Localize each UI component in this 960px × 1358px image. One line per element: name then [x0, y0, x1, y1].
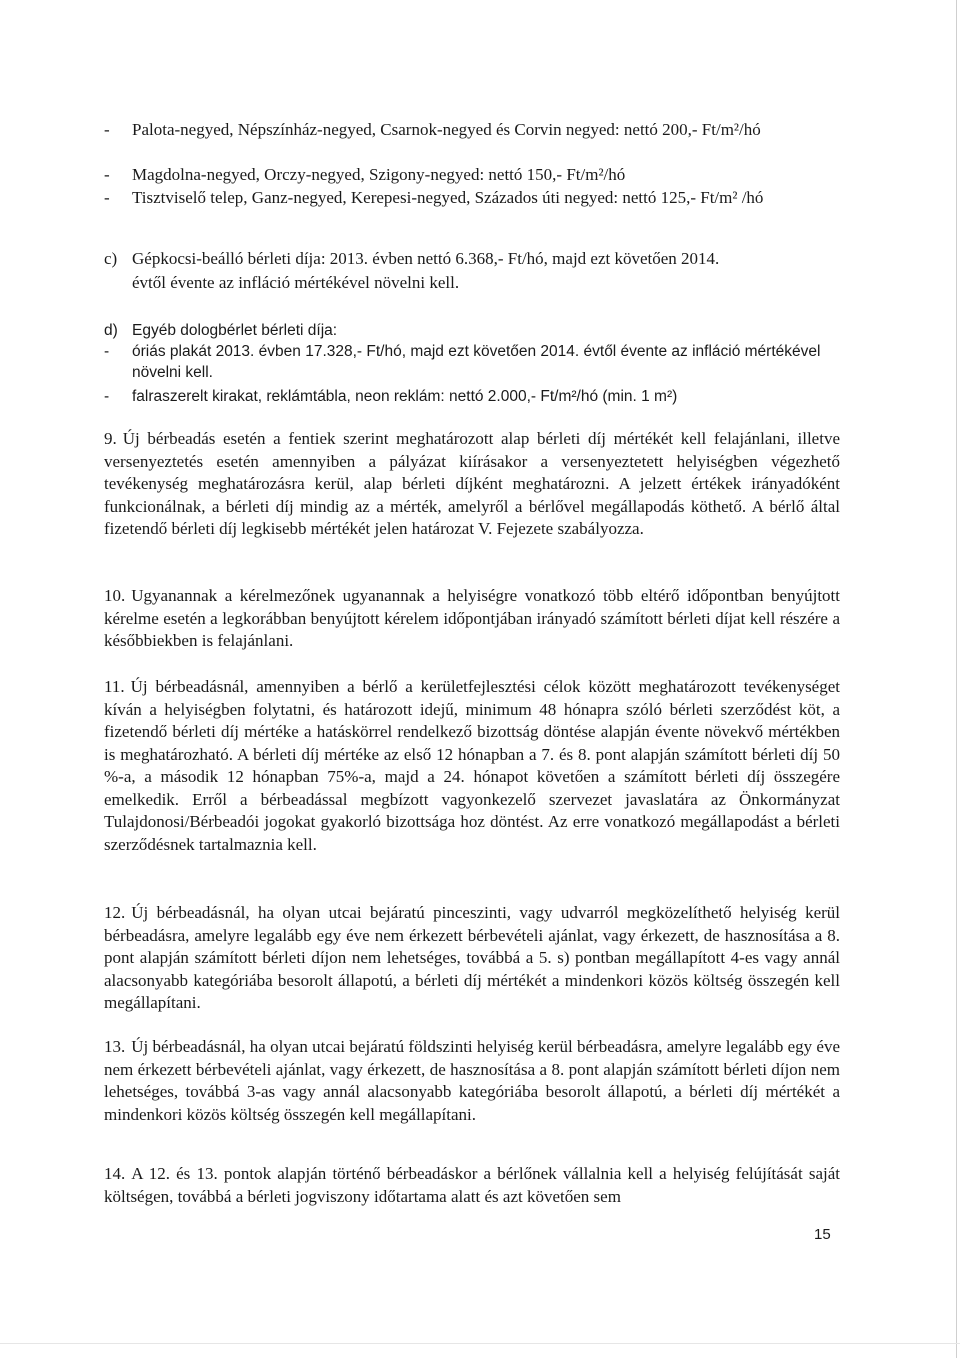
list-dash: - [104, 388, 110, 405]
section-d-title: Egyéb dologbérlet bérleti díja: [132, 322, 338, 339]
paragraph-12 [104, 902, 840, 1015]
list-item-text: Magdolna-negyed, Orczy-negyed, Szigony-negyed: nettó 150,- Ft/m²/hó [132, 165, 626, 184]
list-item-text: Palota-negyed, Népszínház-negyed, Csarnok-negyed és Corvin negyed: nettó 200,- Ft/m²/hó [132, 120, 761, 139]
paragraph-number: 12. [104, 903, 126, 922]
list-dash: - [104, 188, 110, 207]
rent-item-magdolna [104, 163, 844, 186]
rent-item-kirakat [104, 386, 864, 407]
list-item-text: óriás plakát 2013. évben 17.328,- Ft/hó, majd ezt követően 2014. évtől évente az infláció mértékével növelni kell. [132, 343, 821, 381]
section-label: d) [104, 322, 118, 339]
paragraph-number: 14. [104, 1164, 126, 1183]
paragraph-number: 9. [104, 429, 117, 448]
section-c-line2: évtől évente az infláció mértékével növelni kell. [132, 273, 460, 292]
paragraph-text: Új bérbeadásnál, ha olyan utcai bejáratú földszinti helyiség kerül bérbeadásra, amelyre legalább egy éve nem érkezett bérbevételi ajánlat, vagy érkezett, de hasznosítása a 8. pont alapján számított bérleti díjon nem lehetséges, továbbá 3-as vagy annál alacsonyabb kategóriába besorolt állapotú, a bérleti díj mértékét a mindenkori közös költség összegén kell megállapítani. [104, 1037, 840, 1124]
section-c-heading [104, 247, 844, 270]
paragraph-text: Új bérbeadásnál, amennyiben a bérlő a kerületfejlesztési célok között meghatározott tevékenységet kíván a helyiségben folytatni, és határozott idejű, minimum 48 hónapra szóló bérleti szerződést köt, a fizetendő bérleti díj mértéke a hatáskörrel rendelkező bizottság döntése alapján évente növekvő mértékben is meghatározható. A bérleti díj mértéke az első 12 hónapban a 7. és 8. pont alapján számított bérleti díj 50 %-a, a második 12 hónapban 75%-a, majd a 24. hónapot követően a számított bérleti díj összegére emelkedik. Erről a bérbeadással megbízott vagyonkezelő szervezet javaslatára az Önkormányzat Tulajdonosi/Bérbeadói jogokat gyakorló bizottsága hoz döntést. Az erre vonatkozó megállapodást a bérleti szerződésnek tartalmaznia kell. [104, 677, 840, 854]
paragraph-text: Új bérbeadásnál, ha olyan utcai bejáratú pinceszinti, vagy udvarról megközelíthető helyiség kerül bérbeadásra, amelyre legalább egy éve nem érkezett bérbevételi ajánlat, vagy érkezett, de hasznosítása a 8. pont alapján számított bérleti díjon nem lehetséges, továbbá a 5. s) pontban megállapított 4-es vagy annál alacsonyabb kategóriába besorolt állapotú, a bérleti díj mértékét a mindenkori közös költség összegén kell megállapítani. [104, 903, 840, 1012]
paragraph-number: 13. [104, 1037, 126, 1056]
rent-item-plakat [104, 341, 864, 383]
list-dash: - [104, 120, 110, 139]
paragraph-11 [104, 676, 840, 856]
section-d-heading [104, 320, 844, 341]
section-c-line1: Gépkocsi-beálló bérleti díja: 2013. évben nettó 6.368,- Ft/hó, majd ezt követően 2014. [132, 249, 720, 268]
page-bottom-edge [0, 1343, 960, 1344]
paragraph-text: Ugyanannak a kérelmezőnek ugyanannak a helyiségre vonatkozó több eltérő időpontban benyújtott kérelme esetén a legkorábban benyújtott kérelem időpontjában irányadó számított bérleti díjat kell részére a későbbiekben is felajánlani. [104, 586, 840, 650]
paragraph-text: A 12. és 13. pontok alapján történő bérbeadáskor a bérlőnek vállalnia kell a helyiség felújítását saját költségen, továbbá a bérleti jogviszony időtartama alatt és azt követően sem [104, 1164, 840, 1206]
rent-item-palota [104, 118, 844, 141]
paragraph-9 [104, 428, 840, 541]
section-label: c) [104, 249, 118, 268]
paragraph-13 [104, 1036, 840, 1126]
rent-item-tisztviselo [104, 186, 844, 209]
page-edge-line [956, 0, 957, 1358]
list-item-text: Tisztviselő telep, Ganz-negyed, Kerepesi-negyed, Százados úti negyed: nettó 125,- Ft/m² /hó [132, 188, 764, 207]
paragraph-text: Új bérbeadás esetén a fentiek szerint meghatározott alap bérleti díj mértékét kell felajánlani, illetve versenyeztetés esetén amennyiben a pályázat kiírásakor a versenyeztetett helyiségben végezhető tevékenység meghatározásra kerül, alap bérleti díjként meghatározni. A jelzett értékek irányadóként funkcionálnak, a bérleti díj mindig az a mérték, amelyről a bérlővel megállapodás köthető. A bérlő által fizetendő bérleti díj legkisebb mértékét jelen határozat V. Fejezete szabályozza. [104, 429, 840, 538]
paragraph-number: 10. [104, 586, 126, 605]
list-item-text: falraszerelt kirakat, reklámtábla, neon reklám: nettó 2.000,- Ft/m²/hó (min. 1 m²) [132, 388, 678, 405]
paragraph-10 [104, 585, 840, 653]
paragraph-number: 11. [104, 677, 125, 696]
list-dash: - [104, 343, 110, 360]
paragraph-14 [104, 1163, 840, 1208]
page-number: 15 [814, 1226, 831, 1243]
list-dash: - [104, 165, 110, 184]
